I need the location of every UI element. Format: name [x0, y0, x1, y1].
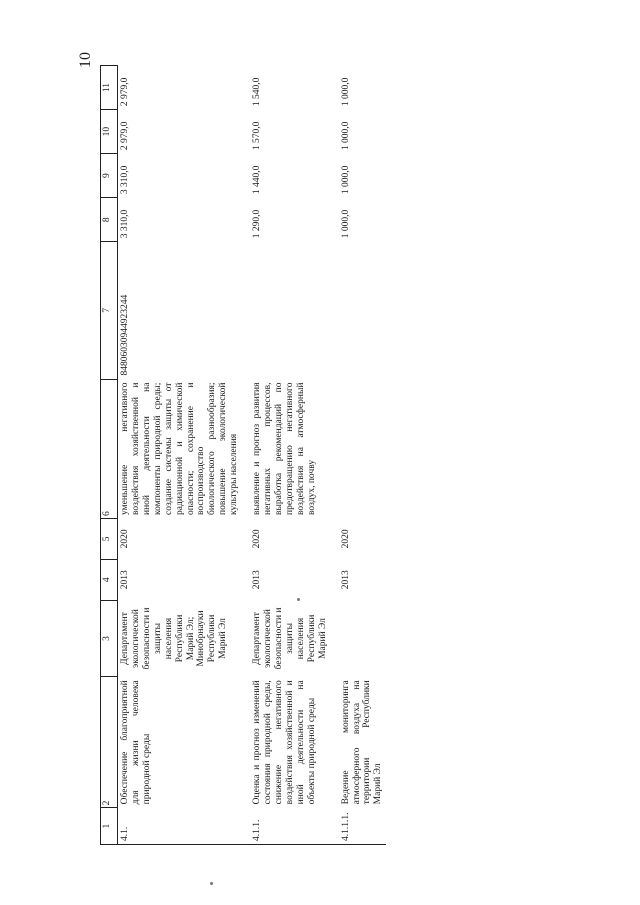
expected-result: выявление и прогноз развития негативных процессов, выработка рекомендаций по предотвращению негативного воздействия на атмосферный воздух, почву: [252, 382, 317, 515]
column-header-7: 7: [101, 242, 118, 379]
table-header-row: [101, 66, 118, 845]
funding-value: 2 979,0: [120, 77, 130, 107]
expected-result: [339, 379, 387, 518]
funding-value: 1 290,0: [252, 209, 263, 239]
funding-value: 2 979,0: [120, 121, 130, 151]
funding-value: 3 310,0: [120, 209, 130, 239]
row-number: 4.1.1.1.: [339, 808, 387, 845]
funding-value: 1 000,0: [340, 77, 351, 107]
funding-value: 1 540,0: [252, 77, 263, 107]
measure-name: Обеспечение благоприятной для жизни человека природной среды: [120, 680, 152, 805]
row-number: 4.1.: [118, 808, 251, 845]
scan-speck: [210, 882, 213, 885]
budget-code: [339, 242, 387, 379]
column-header-5: 5: [101, 518, 118, 559]
funding-value: 1 570,0: [252, 121, 263, 151]
funding-value: 3 310,0: [120, 165, 130, 195]
column-header-4: 4: [101, 559, 118, 600]
start-year: 2013: [120, 570, 130, 590]
responsible-executor: Департамент экологической безопасности и защиты населения Республики Марий Эл: [252, 607, 328, 670]
measure-name: Ведение мониторинга атмосферного воздуха на территории Республики Марий Эл: [340, 680, 384, 805]
end-year: 2020: [120, 529, 130, 549]
end-year: 2020: [340, 529, 351, 549]
column-header-11: 11: [101, 66, 118, 110]
column-header-10: 10: [101, 110, 118, 154]
funding-value: 1 000,0: [340, 209, 351, 239]
table-row: [339, 66, 387, 845]
funding-value: 1 000,0: [340, 165, 351, 195]
column-header-2: 2: [101, 677, 118, 808]
funding-value: 1 000,0: [340, 121, 351, 151]
row-number: 4.1.1.: [250, 808, 338, 845]
program-table: [100, 65, 386, 845]
budget-code: [250, 242, 338, 379]
measure-name: Оценка и прогноз изменений состояния природной среды, снижение негативного воздействия хозяйственной и иной деятельности на объекты природной среды: [252, 680, 317, 805]
column-header-8: 8: [101, 198, 118, 242]
page-number: 10: [77, 52, 94, 68]
column-header-1: 1: [101, 808, 118, 845]
start-year: 2013: [252, 570, 263, 590]
funding-value: 1 440,0: [252, 165, 263, 195]
start-year: 2013: [340, 570, 351, 590]
table-row: [250, 66, 338, 845]
expected-result: уменьшение негативного воздействия хозяйственной и иной деятельности на компоненты природной среды; создание системы защиты от радиационной и химической опасности; сохранение и воспроизводство биологического разнообразия; повышение экологической культуры населения: [120, 382, 240, 515]
column-header-9: 9: [101, 154, 118, 198]
scan-speck: [297, 598, 300, 601]
table-row: [118, 66, 251, 845]
column-header-6: 6: [101, 379, 118, 518]
budget-code: 84806030944923244: [120, 294, 130, 376]
responsible-executor: Департамент экологической безопасности и защиты населения Республики Марий Эл; Минобрнауки Республики Марий Эл: [120, 607, 229, 670]
end-year: 2020: [252, 529, 263, 549]
responsible-executor: [339, 600, 387, 677]
rotated-table-container: [100, 65, 530, 845]
column-header-3: 3: [101, 600, 118, 677]
